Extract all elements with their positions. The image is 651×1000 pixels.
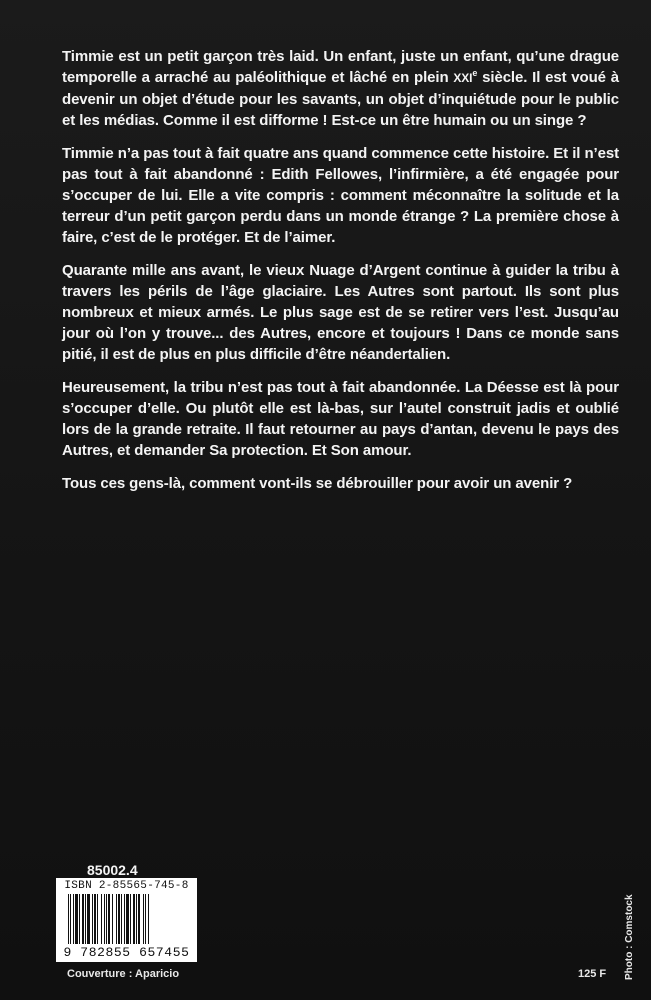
barcode-bar (138, 894, 140, 944)
photo-credit: Photo : Comstock (624, 894, 635, 980)
barcode-bar (143, 894, 144, 944)
ean-number: 9 782855 657455 (63, 945, 190, 960)
blurb-paragraph-2: Timmie n’a pas tout à fait quatre ans quand commence cette histoire. Et il n’est pas tout à fait abandonné : Edith Fellowes, l’infirmière, a été engagée pour s’occuper de lui. Elle a vite compris : comment méconnaître la solitude et la terreur d’un petit garçon perdu dans un monde étrange ? La première chose à faire, c’est de le protéger. Et de l’aimer. (62, 145, 619, 246)
barcode-bar (70, 894, 71, 944)
barcode-bar (136, 894, 137, 944)
blurb-paragraph-4: Heureusement, la tribu n’est pas tout à fait abandonnée. La Déesse est là pour s’occuper d’elle. Ou plutôt elle est là-bas, sur l’autel construit jadis et oublié lors de la grande retraite. Il faut retourner au pays d’antan, devenu le pays des Autres, et demander Sa protection. Et Son amour. (62, 379, 619, 459)
blurb-paragraph-3: Quarante mille ans avant, le vieux Nuage d’Argent continue à guider la tribu à travers les périls de l’âge glaciaire. Les Autres sont partout. Ils sont plus nombreux et mieux armés. Le plus sage est de se retirer vers l’est. Jusqu’au jour où l’on y trouve... des Autres, encore et toujours ! Dans ce monde sans pitié, il est de plus en plus difficile d’être néandertalien. (62, 262, 619, 363)
barcode-bar (73, 894, 74, 944)
barcode-bar (126, 894, 129, 944)
barcode-bar (75, 894, 78, 944)
barcode-bar (97, 894, 98, 944)
cover-credit: Couverture : Aparicio (67, 968, 180, 980)
barcode-bar (130, 894, 131, 944)
isbn-number: ISBN 2-85565-745-8 (64, 880, 189, 892)
barcode-bar (92, 894, 93, 944)
barcode-bar (118, 894, 120, 944)
barcode-bar (68, 894, 69, 944)
barcode-bar (101, 894, 102, 944)
barcode-bar (85, 894, 86, 944)
barcode-bar (108, 894, 110, 944)
barcode-bar (145, 894, 146, 944)
barcode-bar (82, 894, 84, 944)
barcode-bar (148, 894, 149, 944)
barcode-bar (121, 894, 122, 944)
barcode-bar (124, 894, 125, 944)
century-numeral: XXI (453, 71, 473, 85)
barcode-bar (116, 894, 117, 944)
barcode-bar (106, 894, 107, 944)
barcode-bar (94, 894, 96, 944)
barcode-bar (79, 894, 80, 944)
blurb-paragraph-1: Timmie est un petit garçon très laid. Un enfant, juste un enfant, qu’une drague temporelle a arraché au paléolithique et lâché en plein XXIe siècle. Il est voué à devenir un objet d’étude pour les savants, un objet d’inquiétude pour le public et les médias. Comme il est difforme ! Est-ce un être humain ou un singe ? (62, 48, 619, 129)
barcode-bars (68, 894, 185, 944)
barcode-bar (104, 894, 105, 944)
barcode (56, 878, 197, 962)
barcode-bar (87, 894, 90, 944)
century-superscript: e (472, 68, 478, 78)
barcode-bar (112, 894, 113, 944)
barcode-bar (133, 894, 135, 944)
price: 125 F (578, 968, 607, 980)
catalog-code: 85002.4 (87, 862, 138, 878)
blurb-paragraph-5: Tous ces gens-là, comment vont-ils se débrouiller pour avoir un avenir ? (62, 475, 573, 492)
blurb-text (62, 46, 619, 506)
